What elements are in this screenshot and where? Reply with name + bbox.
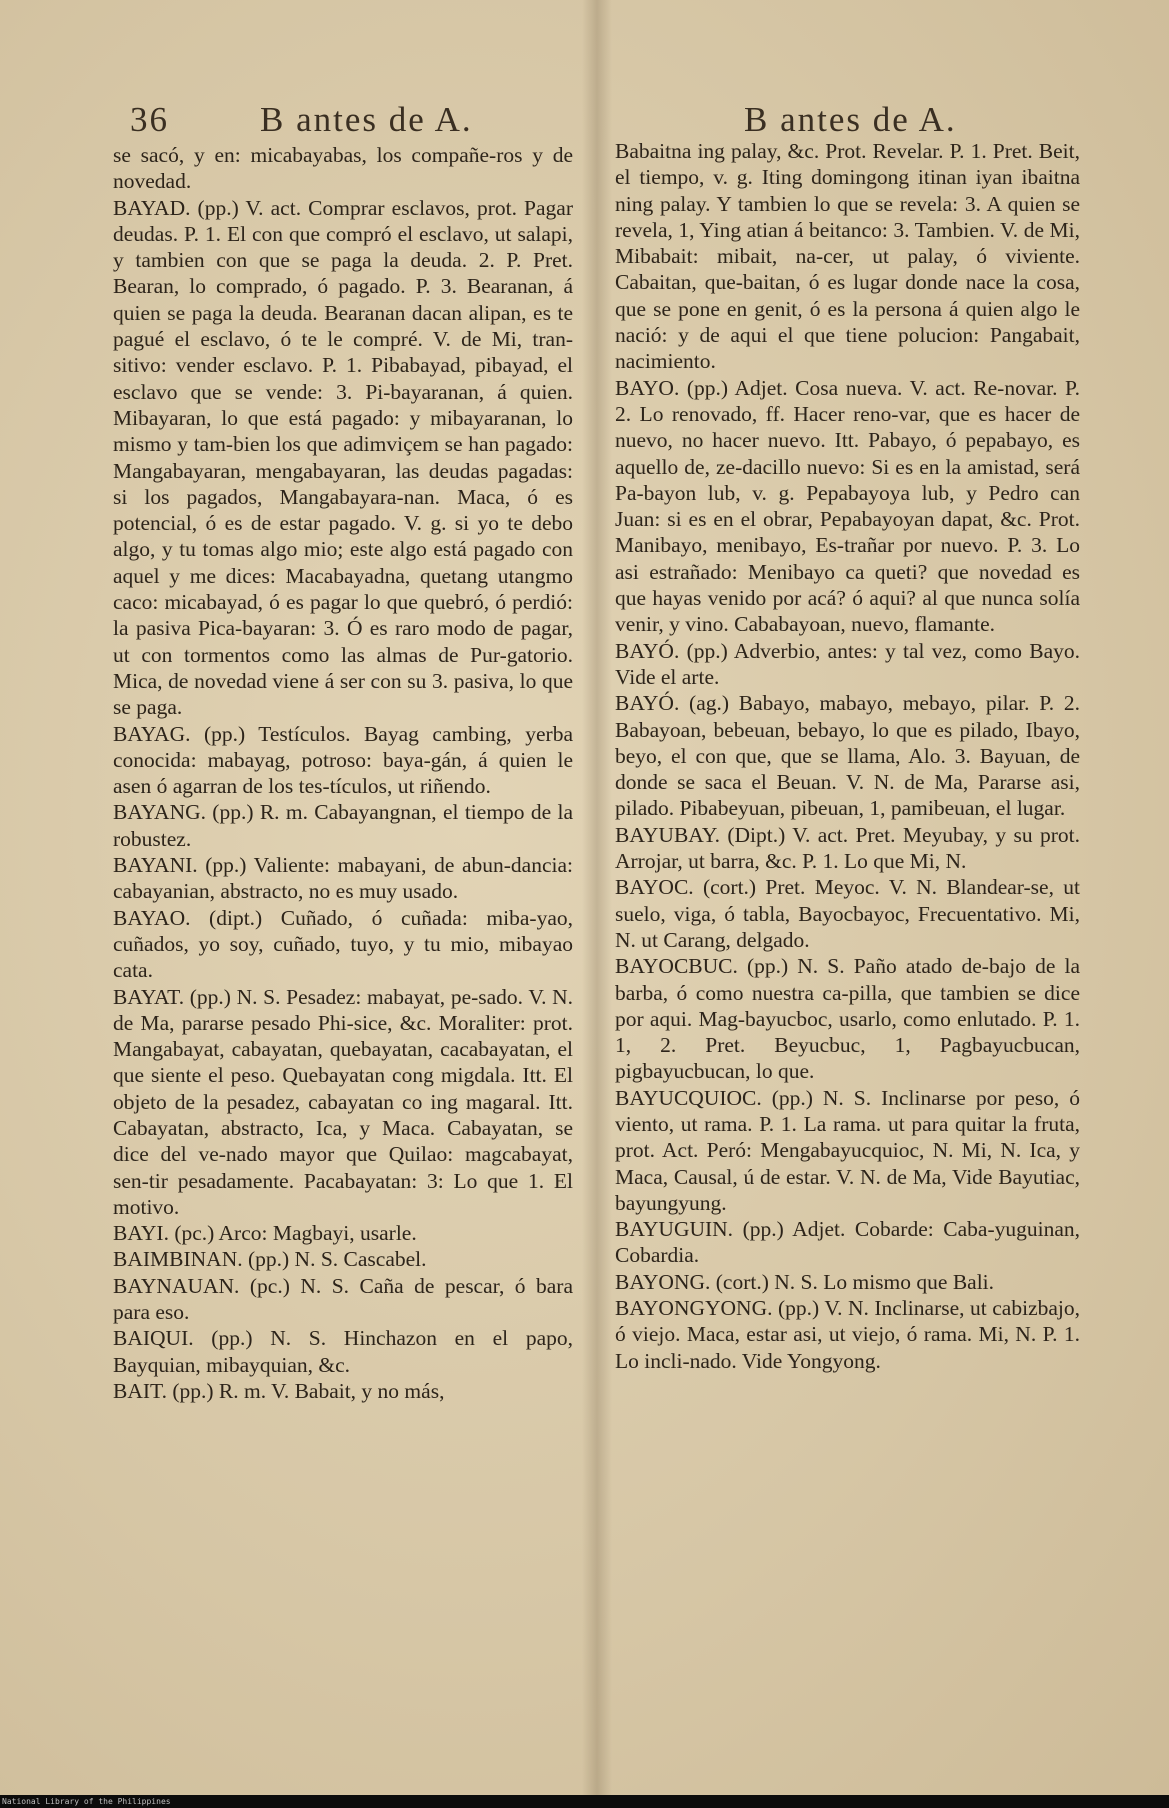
entry-bayocbuc: BAYOCBUC. (pp.) N. S. Paño atado de-bajo de la barba, ó como nuestra ca-pilla, que tambien se dice por aqui. Mag-bayucboc, usarlo, como enlutado. P. 1. 1, 2. Pret. Beyucbuc, 1, Pagbayucbucan, pigbayucbucan, lo que.: [615, 954, 1080, 1084]
right-column: [615, 138, 1080, 1374]
entry-paragraph: Babaitna ing palay, &c. Prot. Revelar. P. 1. Pret. Beit, el tiempo, v. g. Iting domingong itinan iyan ibaitna ning palay. Y tambien lo que se revela: 3. A quien se revela, 1, Ying atian á beitanco: 3. Tambien. V. de Mi, Mibabait: mibait, na-cer, ut palay, ó viviente. Cabaitan, que-baitan, ó es lugar donde nace la cosa, que se pone en genit, ó es la persona á quien algo le nació: y de aqui el que tiene polucion: Pangabait, nacimiento.: [615, 139, 1080, 374]
entry-bayao: BAYAO. (dipt.) Cuñado, ó cuñada: miba-yao, cuñados, yo soy, cuñado, tuyo, y tu mio, mibayao cata.: [113, 905, 573, 983]
entry-bayongyong: BAYONGYONG. (pp.) V. N. Inclinarse, ut cabizbajo, ó viejo. Maca, estar asi, ut viejo, ó rama. Mi, N. P. 1. Lo incli-nado. Vide Yongyong.: [615, 1296, 1080, 1373]
entry-bayi: BAYI. (pc.) Arco: Magbayi, usarle.: [113, 1221, 417, 1246]
entry-paragraph: se sacó, y en: micabayabas, los compañe-ros y de novedad.: [113, 143, 573, 194]
scan-footer: National Library of the Philippines: [0, 1795, 1169, 1808]
entry-bayuguin: BAYUGUIN. (pp.) Adjet. Cobarde: Caba-yuguinan, Cobardia.: [615, 1217, 1080, 1268]
entry-bait: BAIT. (pp.) R. m. V. Babait, y no más,: [113, 1378, 445, 1403]
entry-bayucquioc: BAYUCQUIOC. (pp.) N. S. Inclinarse por peso, ó viento, ut rama. P. 1. La rama. ut para quitar la fruta, prot. Act. Peró: Mengabayucquioc, N. Mi, N. Ica, y Maca, Causal, ú de estar. V. N. de Ma, Vide Bayutiac, bayungyung.: [615, 1085, 1080, 1215]
entry-baiqui: BAIQUI. (pp.) N. S. Hinchazon en el papo, Bayquian, mibayquian, &c.: [113, 1326, 573, 1377]
entry-bayo: BAYO. (pp.) Adjet. Cosa nueva. V. act. Re-novar. P. 2. Lo renovado, ff. Hacer reno-var, que es hacer de nuevo, no hacer nuevo. Itt. Pabayo, ó pepabayo, es aquello de, ze-dacillo nuevo: Si es en la amistad, será Pa-bayon lub, v. g. Pepabayoya lub, y Pedro can Juan: si es en el obrar, Pepabayoyan dapat, &c. Prot. Manibayo, menibayo, Es-trañar por nuevo. P. 3. Lo asi estrañado: Menibayo ca queti? que novedad es que hayas venido por acá? ó aqui? al que nunca solía venir, y vino. Cababayoan, nuevo, flamante.: [615, 375, 1080, 637]
entry-bayo-ag: BAYÓ. (ag.) Babayo, mabayo, mebayo, pilar. P. 2. Babayoan, bebeuan, bebayo, lo que es pilado, Ibayo, beyo, el con que, que se llama, Alo. 3. Bayuan, de donde se saca el Beuan. V. N. de Ma, Pararse asi, pilado. Pibabeyuan, pibeuan, 1, pamibeuan, el lugar.: [615, 691, 1080, 821]
entry-bayong: BAYONG. (cort.) N. S. Lo mismo que Bali.: [615, 1269, 995, 1294]
left-column: [113, 142, 573, 1404]
running-title-right: B antes de A.: [744, 100, 957, 139]
running-title-left: B antes de A.: [260, 100, 473, 139]
entry-baynauan: BAYNAUAN. (pc.) N. S. Caña de pescar, ó bara para eso.: [113, 1273, 573, 1325]
entry-bayo-adverb: BAYÓ. (pp.) Adverbio, antes: y tal vez, como Bayo. Vide el arte.: [615, 638, 1080, 689]
entry-bayag: BAYAG. (pp.) Testículos. Bayag cambing, yerba conocida: mabayag, potroso: baya-gán, á quien le asen ó agarran de los tes-tículos, ut riñendo.: [113, 721, 573, 799]
page-gutter: [582, 0, 612, 1795]
entry-bayat: BAYAT. (pp.) N. S. Pesadez: mabayat, pe-sado. V. N. de Ma, pararse pesado Phi-sice, &c. Moraliter: prot. Mangabayat, cabayatan, quebayatan, cacabayatan, el que siente el peso. Quebayatan cong migdala. Itt. El objeto de la pesadez, cabayatan co ing magaral. Itt. Cabayatan, abstracto, Ica, y Maca. Cabayatan, se dice del ve-nado mayor que Quilao: magcabayat, sen-tir pesadamente. Pacabayatan: 3: Lo que 1. El motivo.: [113, 984, 573, 1219]
entry-bayoc: BAYOC. (cort.) Pret. Meyoc. V. N. Blandear-se, ut suelo, viga, ó tabla, Bayocbayoc, Frecuentativo. Mi, N. ut Carang, delgado.: [615, 875, 1080, 952]
entry-bayani: BAYANI. (pp.) Valiente: mabayani, de abun-dancia: cabayanian, abstracto, no es muy usado.: [113, 853, 573, 904]
page-number: 36: [130, 100, 169, 139]
entry-bayubay: BAYUBAY. (Dipt.) V. act. Pret. Meyubay, y su prot. Arrojar, ut barra, &c. P. 1. Lo que Mi, N.: [615, 822, 1080, 874]
entry-bayad: BAYAD. (pp.) V. act. Comprar esclavos, prot. Pagar deudas. P. 1. El con que compró el esclavo, ut salapi, y tambien con que se paga la deuda. 2. P. Pret. Bearan, lo comprado, ó pagado. P. 3. Bearanan, á quien se paga la deuda. Bearanan dacan alipan, es te pagué el esclavo, ó te le compré. V. de Mi, tran-sitivo: vender esclavo. P. 1. Pibabayad, pibayad, el esclavo que se vende: 3. Pi-bayaranan, á quien. Mibayaran, lo que está pagado: y mibayaranan, lo mismo y tam-bien los que adimviçem se han pagado: Mangabayaran, mengabayaran, las deudas pagadas: si los pagados, Mangabayara-nan. Maca, ó es potencial, ó es de estar pagado. V. g. si yo te debo algo, y tu tomas algo mio; este algo está pagado con aquel y me dices: Macabayadna, quetang utangmo caco: micabayad, ó es pagar lo que quebró, ó perdió: la pasiva Pica-bayaran: 3. Ó es raro modo de pagar, ut con tormentos como las almas de Pur-gatorio. Mica, de novedad viene á ser con su 3. pasiva, lo que se paga.: [113, 195, 573, 720]
entry-baimbinan: BAIMBINAN. (pp.) N. S. Cascabel.: [113, 1247, 427, 1272]
entry-bayang: BAYANG. (pp.) R. m. Cabayangnan, el tiempo de la robustez.: [113, 800, 573, 851]
